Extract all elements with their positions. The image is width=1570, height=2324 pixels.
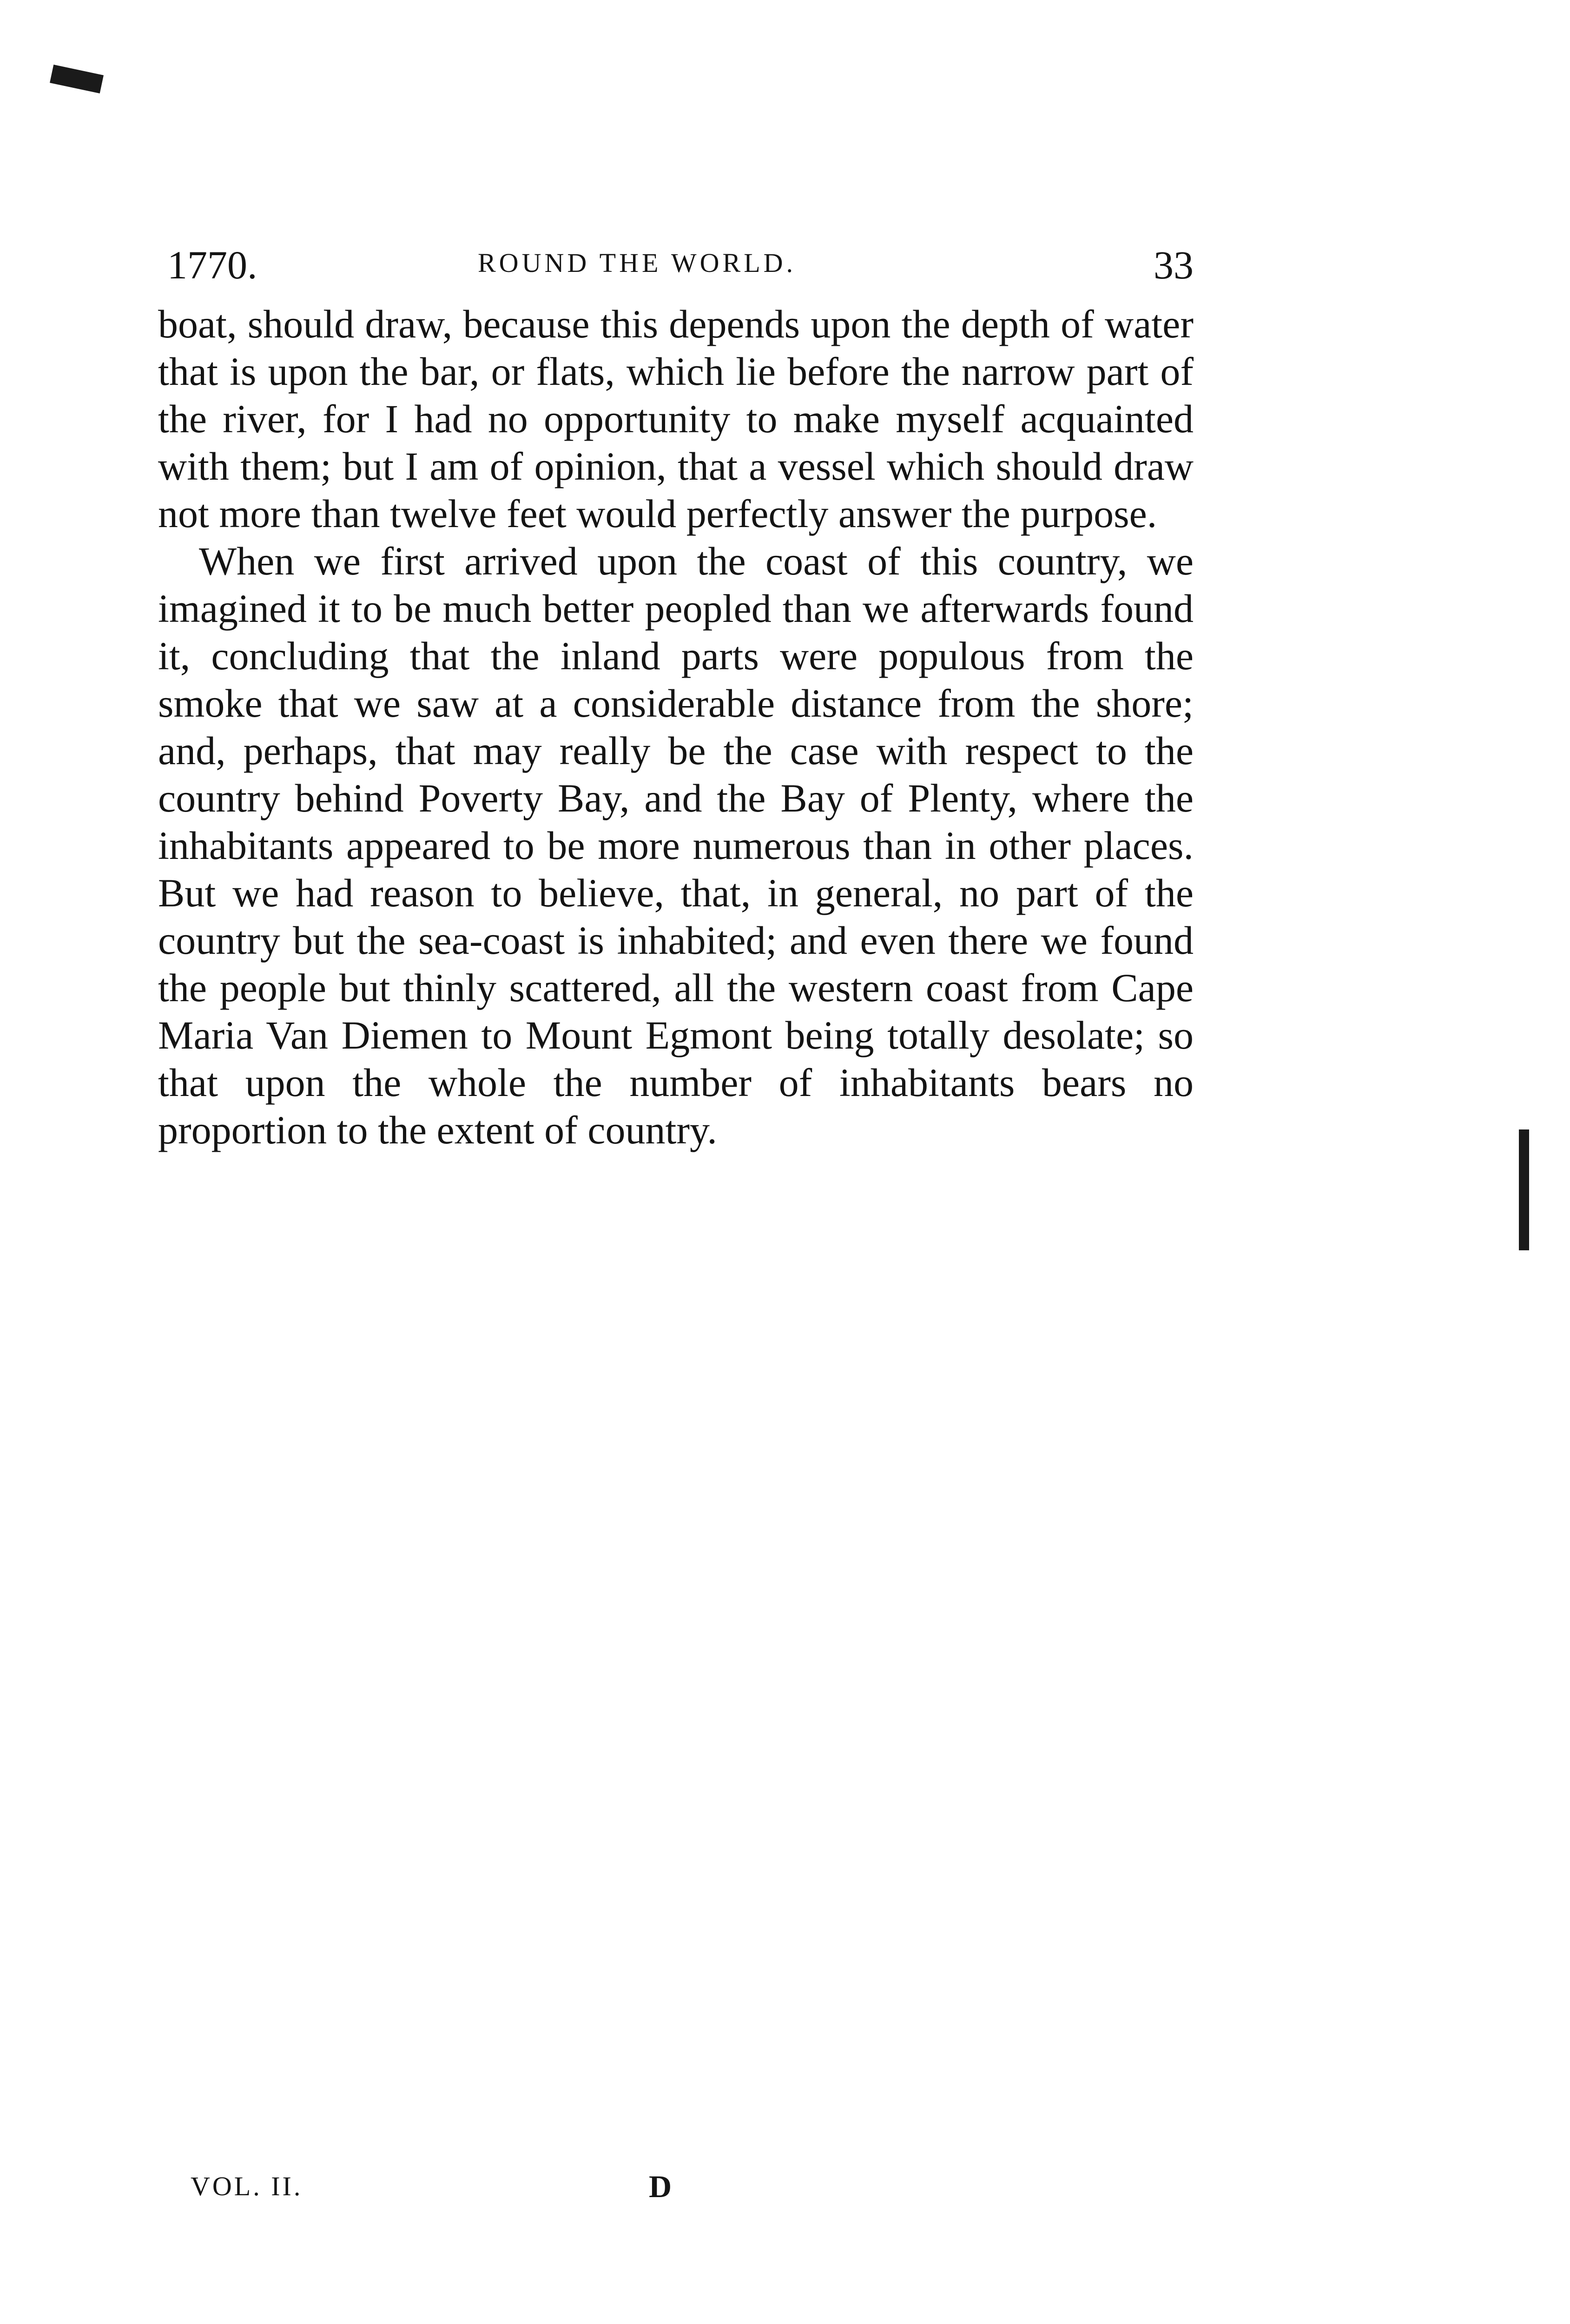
gathering-letter: D [649, 2169, 672, 2204]
signature-mark: VOL. II. [191, 2171, 303, 2201]
scan-mark-right-bar [1519, 1129, 1529, 1250]
page-content [158, 242, 1194, 1154]
paragraph-1: boat, should draw, because this depends upon the depth of water that is upon the bar, or flats, which lie before the narrow part of the river, for I had no opportunity to make myself acquainted with them; but I am of opinion, that a vessel which should draw not more than twelve feet would perfectly answer the purpose. [158, 302, 1194, 536]
running-head-title: ROUND THE WORLD. [478, 248, 797, 278]
body-text [158, 300, 1194, 1154]
running-head [158, 242, 1194, 297]
page-number: 33 [1154, 243, 1194, 287]
paragraph-2: When we first arrived upon the coast of this country, we imagined it to be much better peopled than we afterwards found it, concluding that the inland parts were populous from the smoke that we saw at a considerable distance from the shore; and, perhaps, that may really be the case with respect to the country behind Poverty Bay, and the Bay of Plenty, where the inhabitants appeared to be more numerous than in other places. But we had reason to believe, that, in general, no part of the country but the sea-coast is inhabited; and even there we found the people but thinly scattered, all the western coast from Cape Maria Van Diemen to Mount Egmont being totally desolate; so that upon the whole the number of inhabitants bears no proportion to the extent of country. [158, 539, 1194, 1152]
scan-mark-top-left [50, 65, 104, 93]
running-head-year: 1770. [167, 243, 257, 287]
